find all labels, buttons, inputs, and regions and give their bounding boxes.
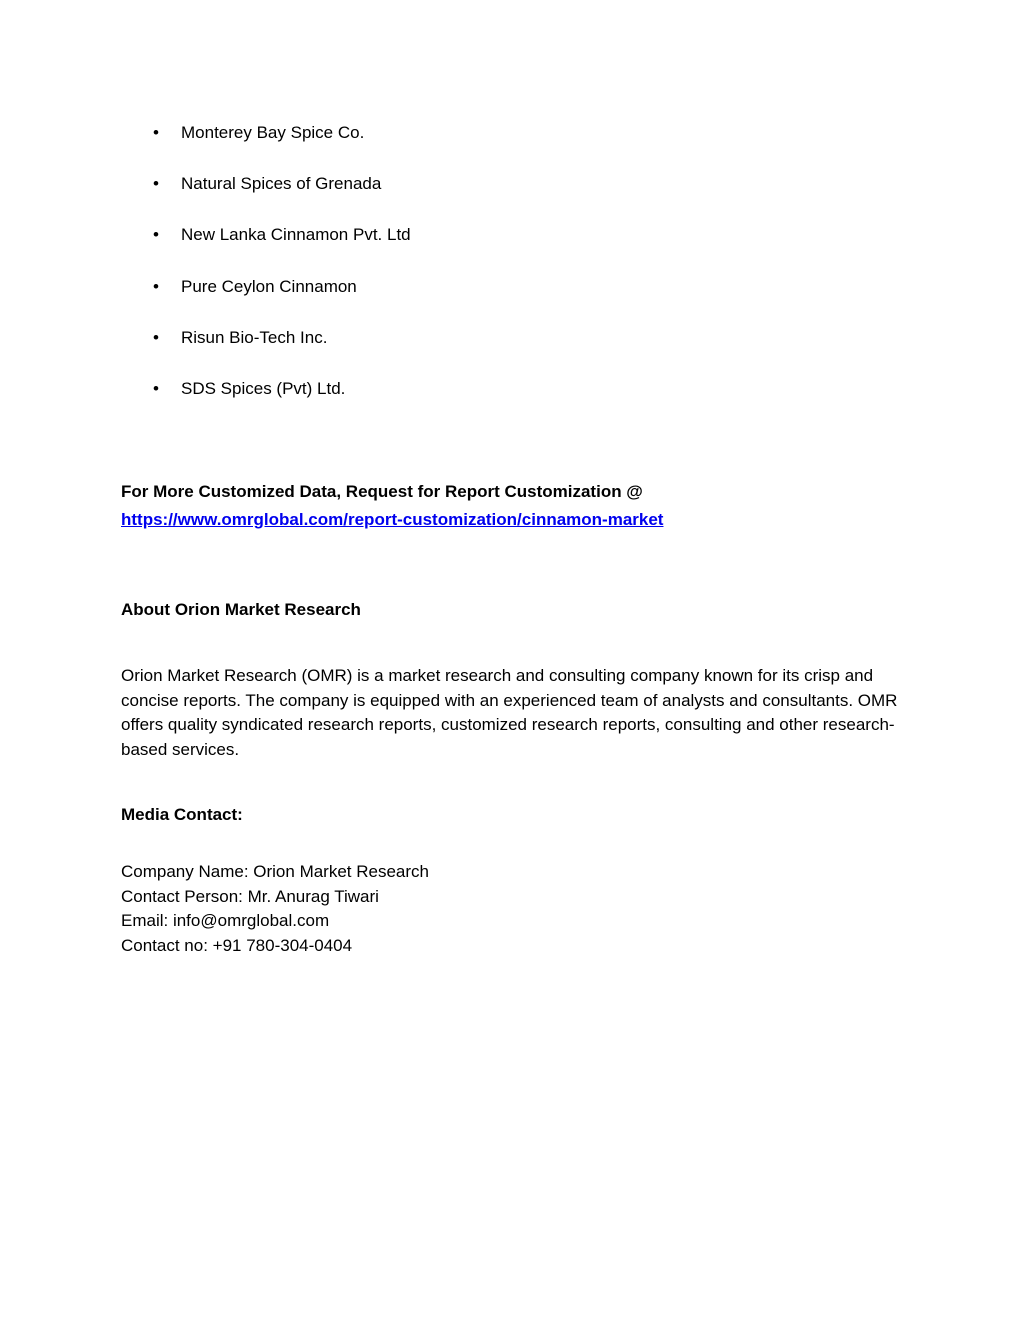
list-item-text: Natural Spices of Grenada [181,174,382,193]
bullet-icon: • [153,225,159,244]
bullet-icon: • [153,328,159,347]
customization-heading: For More Customized Data, Request for Report Customization @ [121,482,643,501]
bullet-icon: • [153,379,159,398]
list-item-text: SDS Spices (Pvt) Ltd. [181,379,346,398]
media-contact-heading: Media Contact: [121,805,243,824]
bullet-icon: • [153,277,159,296]
list-item-text: Risun Bio-Tech Inc. [181,328,328,347]
contact-person: Contact Person: Mr. Anurag Tiwari [121,887,379,906]
bullet-icon: • [153,174,159,193]
about-heading: About Orion Market Research [121,600,361,619]
about-paragraph: Orion Market Research (OMR) is a market research and consulting company known for its crisp and concise reports. The company is equipped with an experienced team of analysts and consultants. OMR offers quality syndicated research reports, customized research reports, consulting and other research-based services. [121,666,898,759]
contact-phone: Contact no: +91 780-304-0404 [121,936,353,955]
list-item-text: Pure Ceylon Cinnamon [181,277,357,296]
customization-link[interactable]: https://www.omrglobal.com/report-customization/cinnamon-market [121,510,664,529]
list-item-text: New Lanka Cinnamon Pvt. Ltd [181,225,411,244]
list-item-text: Monterey Bay Spice Co. [181,123,365,142]
contact-company-name: Company Name: Orion Market Research [121,862,430,881]
bullet-icon: • [153,123,159,142]
contact-email: Email: info@omrglobal.com [121,911,330,930]
